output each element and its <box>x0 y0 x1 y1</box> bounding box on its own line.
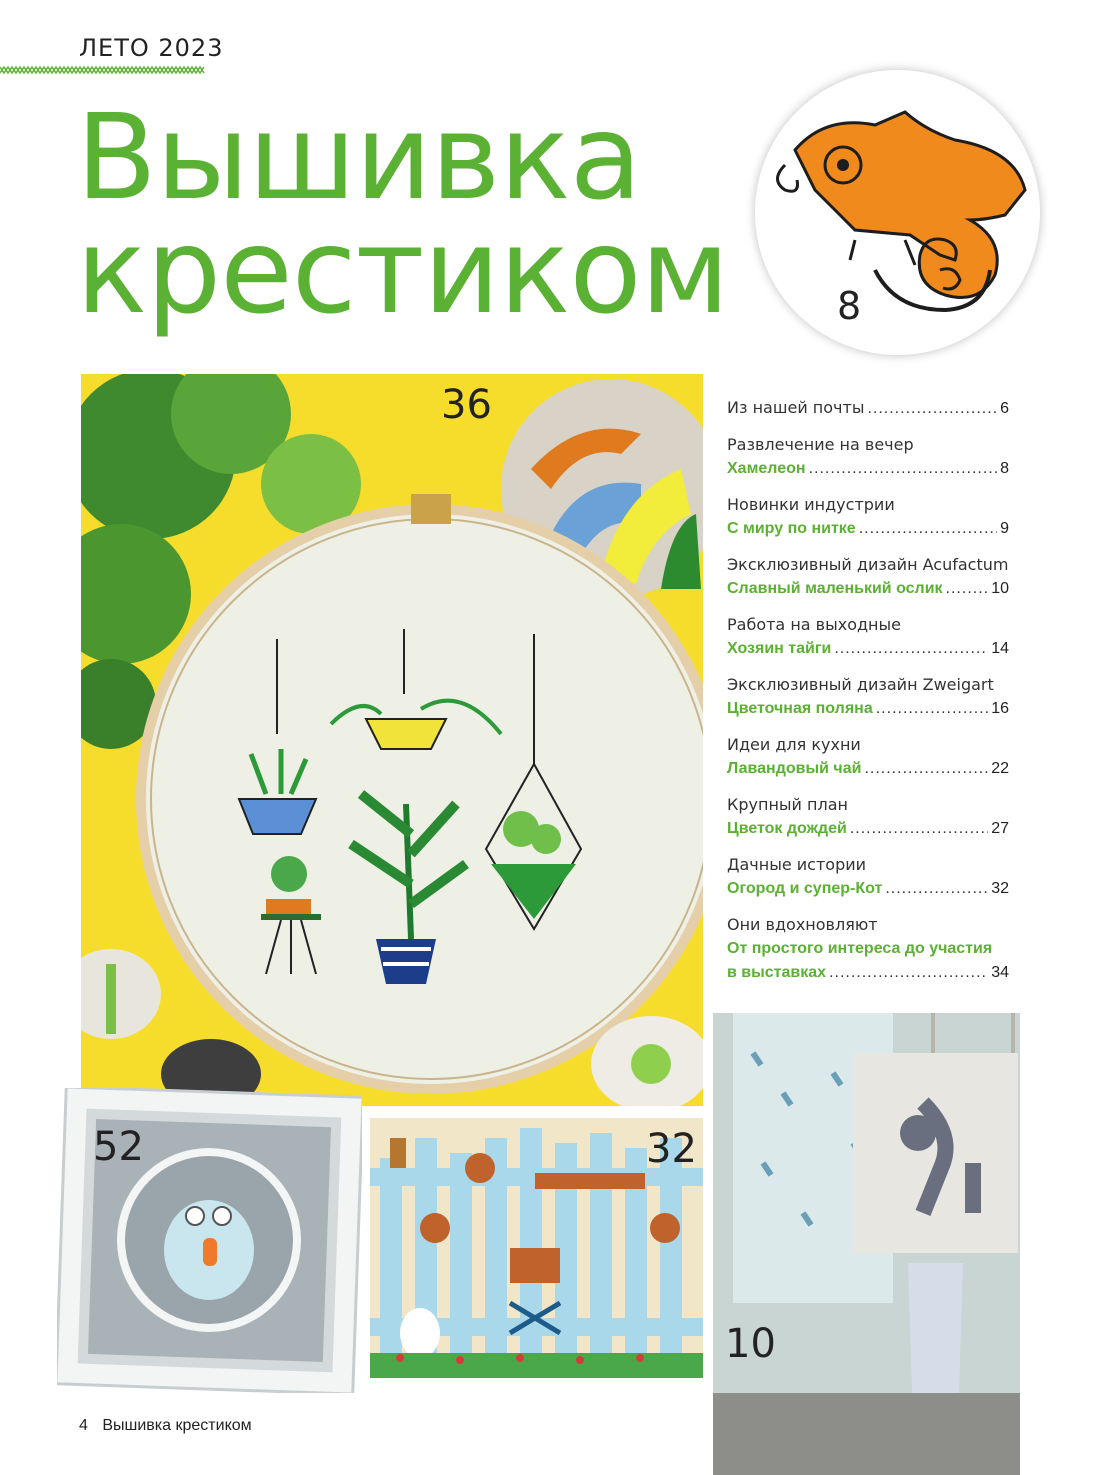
donkey-bag-photo[interactable] <box>713 1013 1020 1475</box>
toc-item-category: Работа на выходные <box>727 615 901 634</box>
toc-leader <box>946 577 989 601</box>
badge-page-number: 8 <box>837 284 862 328</box>
toc-item-category: Идеи для кухни <box>727 735 861 754</box>
toc-item-title: С миру по нитке <box>727 520 856 537</box>
toc-item[interactable] <box>727 733 1009 781</box>
toc-item-category: Они вдохновляют <box>727 915 878 934</box>
toc-item[interactable] <box>727 433 1009 481</box>
hoop-embroidery-photo[interactable] <box>81 374 703 1106</box>
zigzag-divider <box>0 64 205 76</box>
toc-item-title-line: От простого интереса до участия <box>727 940 993 957</box>
toc-item-title: Цветочная поляна <box>727 700 873 717</box>
magazine-title <box>76 88 729 340</box>
framed-owl-photo[interactable] <box>57 1088 362 1393</box>
chameleon-icon <box>755 70 1040 355</box>
toc-item[interactable] <box>727 853 1009 901</box>
toc-item-category: Крупный план <box>727 795 848 814</box>
frame-photo-page-number: 52 <box>93 1124 144 1170</box>
hoop-illustration <box>81 374 703 1106</box>
toc-item-page: 10 <box>991 580 1009 597</box>
toc-item-title: Цветок дождей <box>727 820 847 837</box>
toc-item[interactable] <box>727 913 1009 985</box>
season-label: ЛЕТО 2023 <box>79 34 224 62</box>
toc-item-title: в выставках <box>727 964 827 981</box>
toc-item-page: 16 <box>991 700 1009 717</box>
donkey-photo-page-number: 10 <box>725 1321 776 1367</box>
chameleon-badge[interactable] <box>755 70 1040 355</box>
toc-leader <box>809 457 998 481</box>
toc-item-page: 32 <box>991 880 1009 897</box>
toc-leader <box>876 697 988 721</box>
toc-item-title: Огород и супер-Кот <box>727 880 883 897</box>
toc-item-category: Эксклюзивный дизайн Acufactum <box>727 555 1009 574</box>
toc-item-page: 6 <box>1000 400 1009 417</box>
toc-item[interactable] <box>727 793 1009 841</box>
title-line-1: Вышивка <box>76 88 641 226</box>
toc-item-title: Хозяин тайги <box>727 640 832 657</box>
toc-item[interactable] <box>727 396 1009 421</box>
toc-item-title: Хамелеон <box>727 460 806 477</box>
toc-item-page: 8 <box>1000 460 1009 477</box>
toc-item-title: Лавандовый чай <box>727 760 862 777</box>
toc-leader <box>864 757 988 781</box>
toc-leader <box>867 397 997 421</box>
title-line-2: крестиком <box>76 202 729 340</box>
toc-item[interactable] <box>727 673 1009 721</box>
toc-item[interactable] <box>727 553 1009 601</box>
donkey-bag-illustration <box>713 1013 1020 1475</box>
toc-item-category: Эксклюзивный дизайн Zweigart <box>727 675 994 694</box>
toc-leader <box>885 877 988 901</box>
toc-item[interactable] <box>727 613 1009 661</box>
main-photo-page-number: 36 <box>441 382 492 428</box>
toc-item-category: Развлечение на вечер <box>727 435 914 454</box>
table-of-contents <box>727 396 1009 997</box>
toc-item-page: 14 <box>991 640 1009 657</box>
footer-page-number: 4 <box>79 1417 88 1434</box>
fence-photo-page-number: 32 <box>646 1126 697 1172</box>
toc-item-title: Славный маленький ослик <box>727 580 943 597</box>
page-footer <box>79 1417 252 1435</box>
toc-leader <box>850 817 988 841</box>
garden-fence-photo[interactable] <box>370 1118 703 1378</box>
toc-item-category: Дачные истории <box>727 855 867 874</box>
toc-item-category: Новинки индустрии <box>727 495 895 514</box>
toc-item-page: 22 <box>991 760 1009 777</box>
toc-item-page: 27 <box>991 820 1009 837</box>
toc-item-page: 34 <box>991 964 1009 981</box>
toc-item-page: 9 <box>1000 520 1009 537</box>
toc-leader <box>859 517 997 541</box>
toc-item[interactable] <box>727 493 1009 541</box>
toc-item-title: Из нашей почты <box>727 398 865 417</box>
toc-leader <box>829 961 988 985</box>
toc-leader <box>834 637 988 661</box>
footer-magazine-name: Вышивка крестиком <box>102 1417 252 1434</box>
